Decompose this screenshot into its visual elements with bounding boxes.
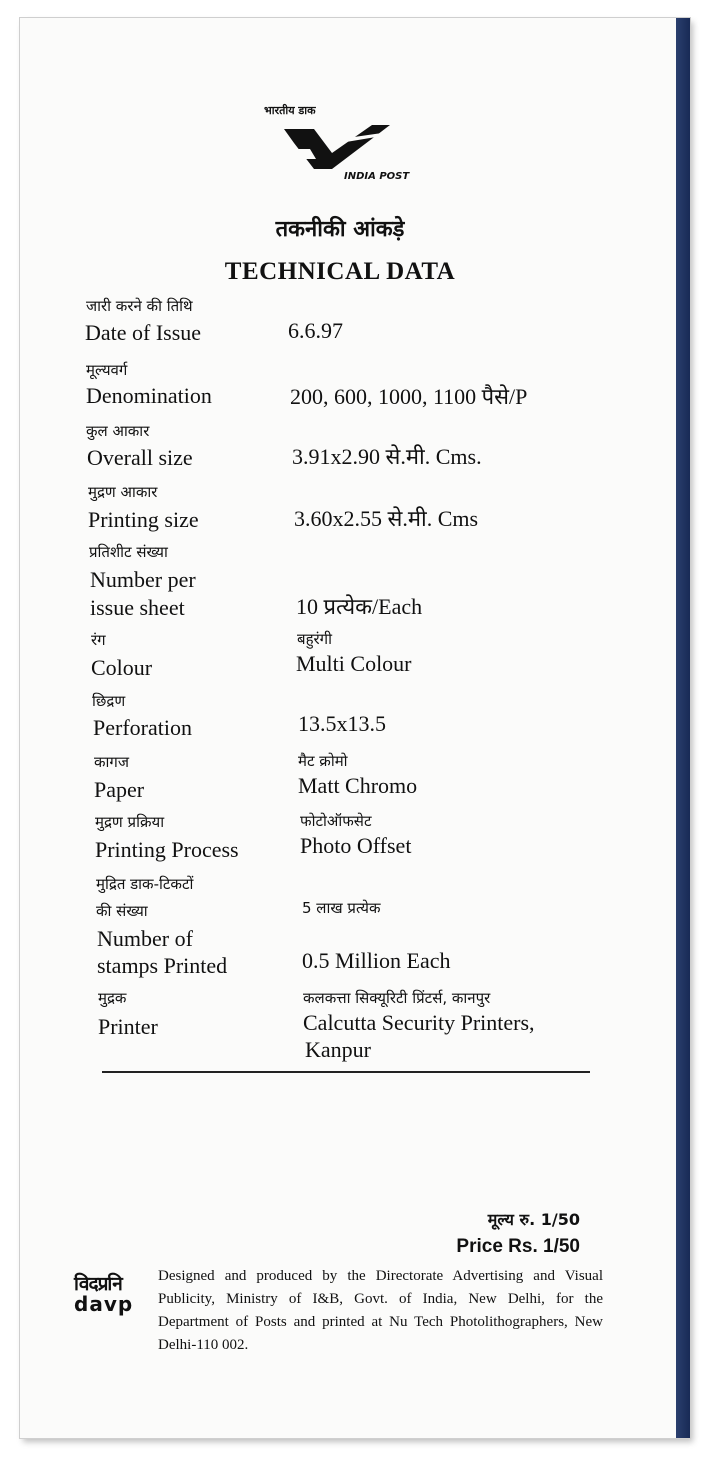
value: 200, 600, 1000, 1100 पैसे/P xyxy=(290,384,528,409)
price-hindi: मूल्य रु. 1/50 xyxy=(487,1210,580,1229)
value: 10 प्रत्येक/Each xyxy=(296,594,423,619)
title-hindi: तकनीकी आंकड़े xyxy=(275,217,405,242)
davp-logo xyxy=(74,1270,146,1320)
value: 13.5x13.5 xyxy=(298,711,386,736)
label-english: Printing size xyxy=(88,507,199,532)
label-english: Paper xyxy=(94,777,145,802)
label-english: Printing Process xyxy=(95,837,239,862)
value-line1: Calcutta Security Printers, xyxy=(303,1010,535,1035)
label-english: Colour xyxy=(91,655,153,680)
label-hindi: मुद्रक xyxy=(98,989,127,1007)
label-hindi-line2: की संख्या xyxy=(96,902,148,920)
label-english: Overall size xyxy=(87,445,193,470)
label-hindi: प्रतिशीट संख्या xyxy=(89,543,168,561)
label-english-line1: Number of xyxy=(97,926,193,951)
credits-text: Designed and produced by the Directorate Advertising and Visual Publicity, Ministry of I&B, Govt. of India, New Delhi, for the Department of Posts and printed at Nu Tech Photolithographers, New Delhi-110 002. xyxy=(158,1268,603,1353)
logo-english-text: INDIA POST xyxy=(344,171,410,182)
davp-logo-hindi: विदप्रनि xyxy=(74,1273,122,1295)
davp-logo-english: davp xyxy=(74,1292,134,1316)
value: Multi Colour xyxy=(296,651,412,676)
value: 6.6.97 xyxy=(288,318,343,343)
label-english: Denomination xyxy=(86,383,212,408)
label-hindi: मुद्रण आकार xyxy=(88,483,158,501)
logo-hindi-text: भारतीय डाक xyxy=(264,104,316,117)
value-hindi: बहुरंगी xyxy=(297,630,332,648)
label-hindi: मूल्यवर्ग xyxy=(86,361,128,379)
india-post-logo xyxy=(264,103,414,193)
label-english-line1: Number per xyxy=(90,567,196,592)
label-hindi: कुल आकार xyxy=(86,422,150,440)
value-hindi: कलकत्ता सिक्यूरिटी प्रिंटर्स, कानपुर xyxy=(303,989,491,1007)
value: 3.91x2.90 से.मी. Cms. xyxy=(292,444,482,469)
label-english: Date of Issue xyxy=(85,320,202,345)
label-hindi: मुद्रण प्रक्रिया xyxy=(95,813,165,831)
label-hindi: छिद्रण xyxy=(92,692,126,710)
label-hindi: कागज xyxy=(94,753,129,771)
value: Matt Chromo xyxy=(298,773,418,798)
value: 3.60x2.55 से.मी. Cms xyxy=(294,506,479,531)
label-hindi: जारी करने की तिथि xyxy=(86,297,193,315)
divider-line xyxy=(102,1071,590,1073)
label-english: Perforation xyxy=(93,715,192,740)
title-english: TECHNICAL DATA xyxy=(224,258,456,285)
india-post-emblem-icon xyxy=(284,121,394,171)
value: 0.5 Million Each xyxy=(302,948,451,973)
value-hindi: फोटोऑफसेट xyxy=(300,812,372,830)
label-english-line2: stamps Printed xyxy=(97,953,228,978)
label-english: Printer xyxy=(98,1014,158,1039)
blue-spine-edge xyxy=(676,18,690,1438)
value-line2: Kanpur xyxy=(305,1037,371,1062)
technical-data-sheet xyxy=(20,18,690,1438)
label-hindi: रंग xyxy=(91,631,106,649)
label-hindi-line1: मुद्रित डाक-टिकटों xyxy=(96,875,194,893)
value-hindi: 5 लाख प्रत्येक xyxy=(302,899,381,917)
value: Photo Offset xyxy=(300,833,412,858)
value-hindi: मैट क्रोमो xyxy=(298,752,348,770)
label-english-line2: issue sheet xyxy=(90,595,185,620)
price-english: Price Rs. 1/50 xyxy=(456,1236,580,1257)
